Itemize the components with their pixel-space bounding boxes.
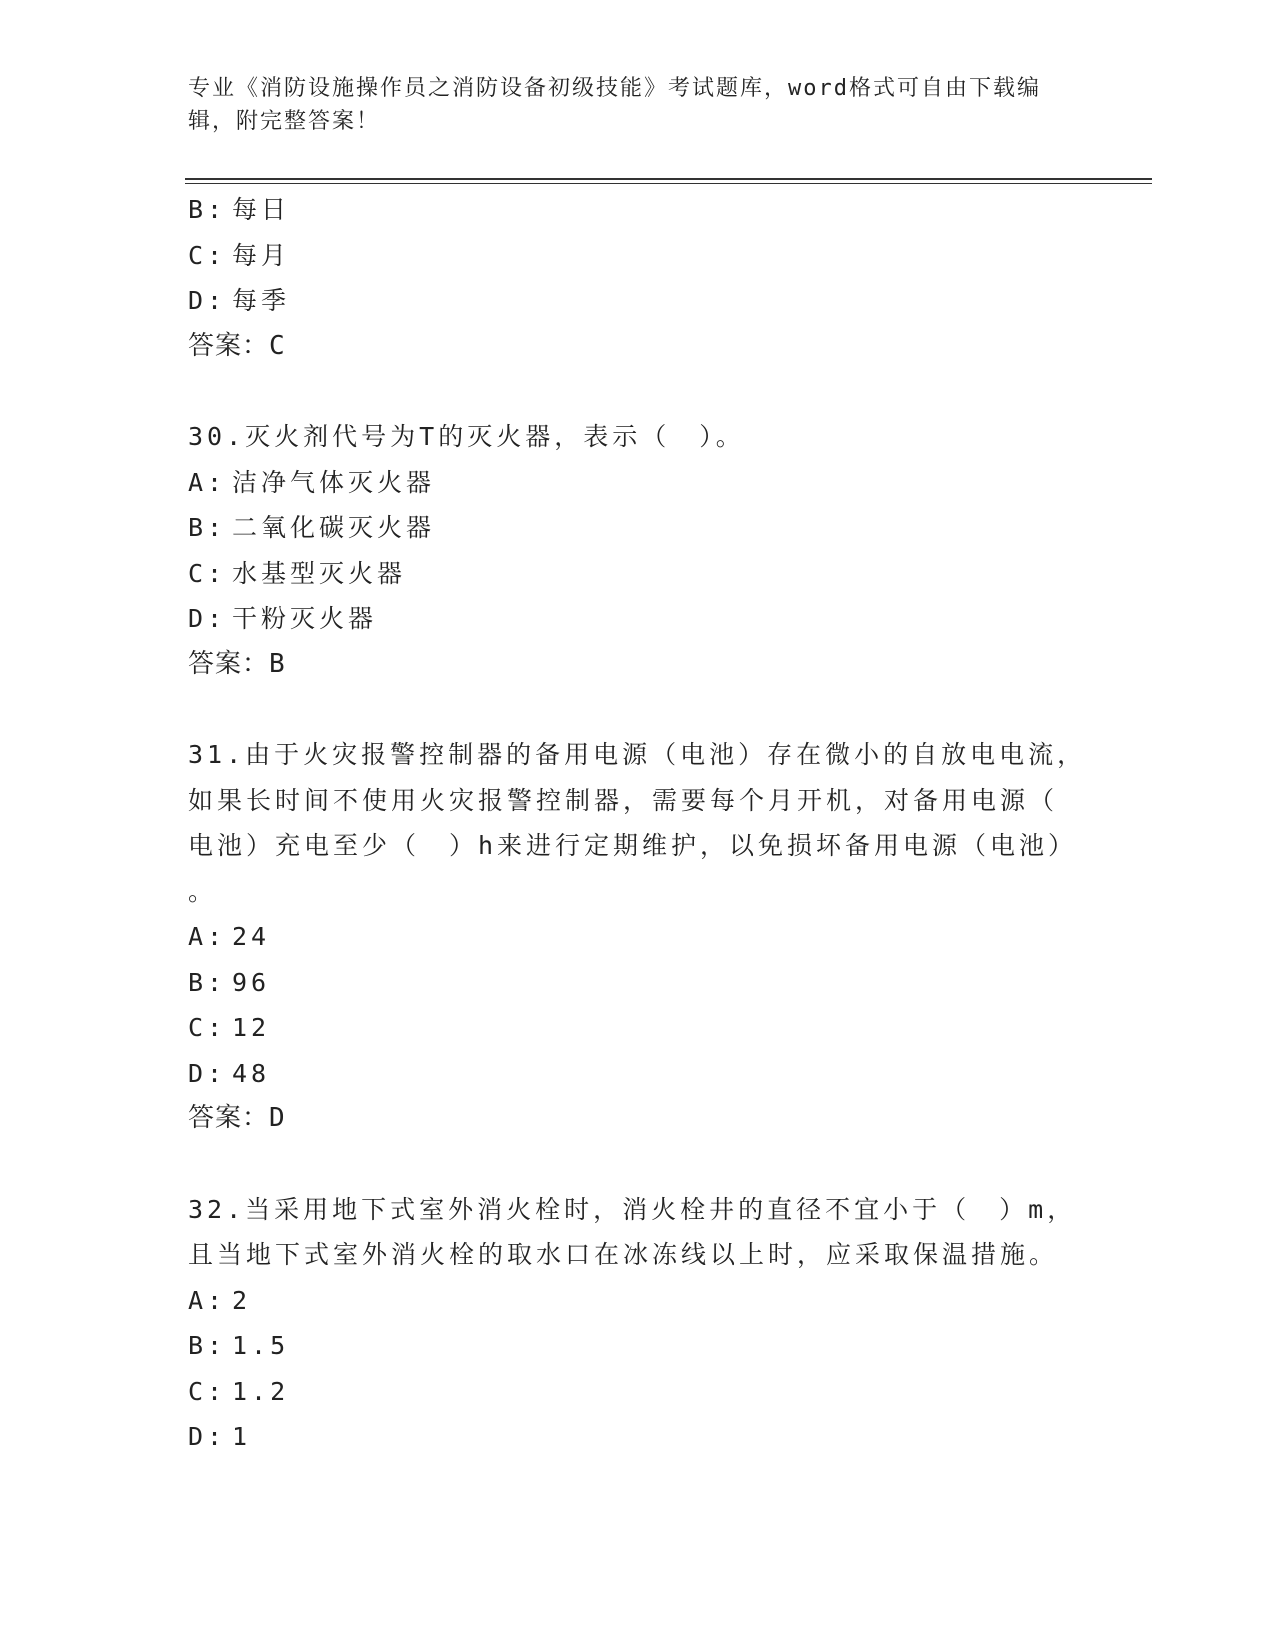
question-31-line-1: 31.由于火灾报警控制器的备用电源（电池）存在微小的自放电电流， bbox=[188, 740, 1087, 769]
answer-label: 答案：C bbox=[188, 330, 286, 361]
option-d: D: 1 bbox=[188, 1422, 252, 1451]
prev-question-block bbox=[188, 187, 1088, 369]
option-d: D: 48 bbox=[188, 1058, 271, 1088]
question-31-line-4: 。 bbox=[188, 876, 218, 906]
option-b: B: 1.5 bbox=[188, 1331, 290, 1360]
option-b: B: 二氧化碳灭火器 bbox=[188, 513, 436, 542]
header-line-1: 专业《消防设施操作员之消防设备初级技能》考试题库，word格式可自由下载编 bbox=[188, 76, 1041, 101]
question-31-block bbox=[188, 732, 1088, 1142]
answer-label: 答案：B bbox=[188, 648, 286, 679]
option-a: A: 洁净气体灭火器 bbox=[188, 467, 436, 497]
option-a: A: 24 bbox=[188, 922, 271, 951]
answer-label: 答案：D bbox=[188, 1103, 286, 1133]
option-a: A: 2 bbox=[188, 1285, 252, 1315]
question-31-line-3: 电池）充电至少（ ）h来进行定期维护，以免损坏备用电源（电池） bbox=[188, 831, 1078, 860]
question-30-text: 30.灭火剂代号为T的灭火器，表示（ ）。 bbox=[188, 422, 745, 451]
option-c: C: 水基型灭火器 bbox=[188, 558, 407, 588]
header-divider bbox=[185, 178, 1152, 180]
question-32-line-2: 且当地下式室外消火栓的取水口在冰冻线以上时，应采取保温措施。 bbox=[188, 1240, 1059, 1269]
question-content bbox=[188, 187, 1088, 1460]
option-b: B: 96 bbox=[188, 967, 271, 997]
question-32-block bbox=[188, 1187, 1088, 1460]
option-c: C: 每月 bbox=[188, 240, 291, 270]
option-b: B: 每日 bbox=[188, 195, 291, 224]
page-header bbox=[188, 72, 1088, 138]
header-line-2: 辑，附完整答案！ bbox=[188, 109, 381, 134]
option-d: D: 干粉灭火器 bbox=[188, 604, 378, 633]
option-d: D: 每季 bbox=[188, 286, 291, 315]
option-c: C: 12 bbox=[188, 1013, 271, 1042]
question-31-line-2: 如果长时间不使用火灾报警控制器，需要每个月开机，对备用电源（ bbox=[188, 785, 1059, 815]
question-30-block bbox=[188, 414, 1088, 687]
question-32-line-1: 32.当采用地下式室外消火栓时，消火栓井的直径不宜小于（ ）m， bbox=[188, 1194, 1077, 1224]
option-c: C: 1.2 bbox=[188, 1376, 290, 1406]
